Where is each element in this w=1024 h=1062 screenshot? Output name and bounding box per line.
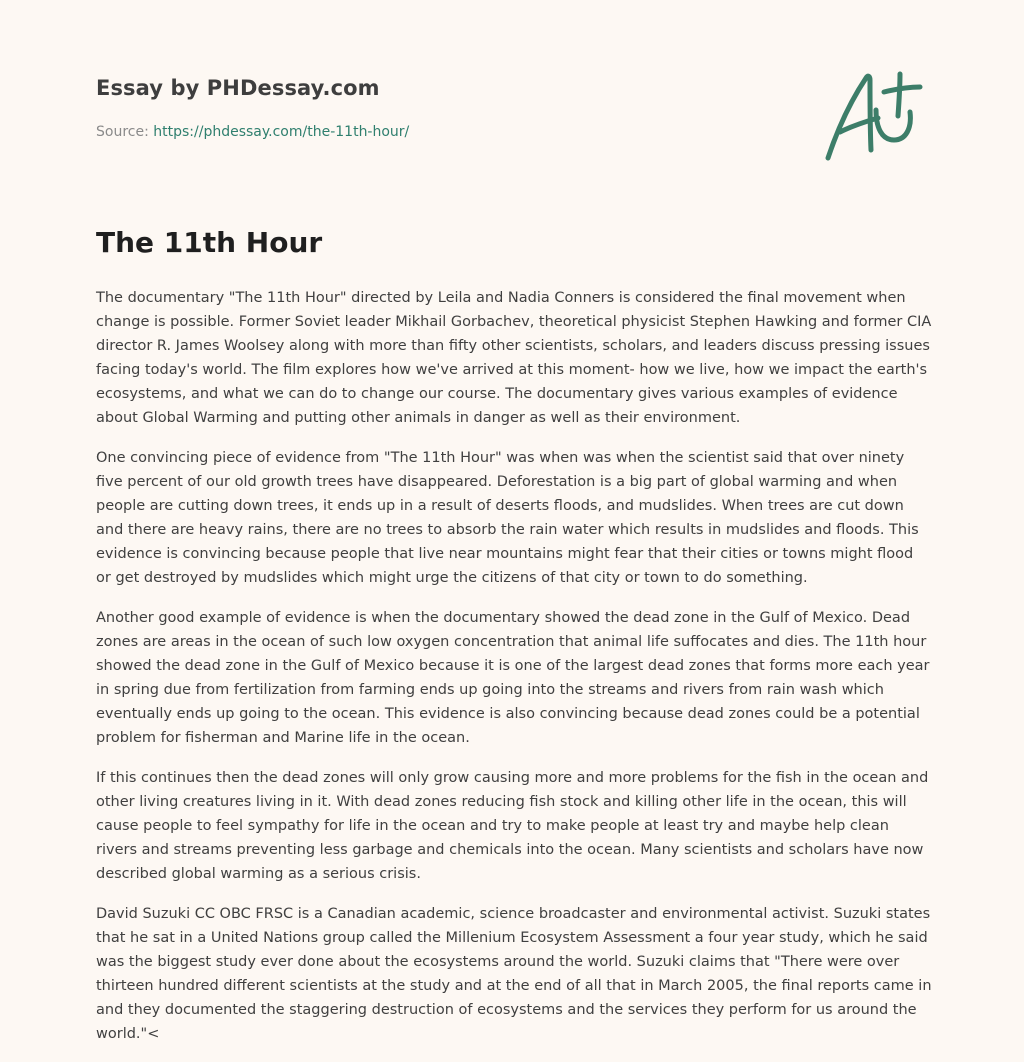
essay-body: [96, 286, 932, 1062]
essay-paragraph: If this continues then the dead zones will only grow causing more and more problems for the fish in the ocean and other living creatures living in it. With dead zones reducing fish stock and killing other life in the ocean, this will cause people to feel sympathy for life in the ocean and try to make people at least try and maybe help clean rivers and streams preventing less garbage and chemicals into the ocean. Many scientists and scholars have now described global warming as a serious crisis.: [96, 770, 929, 882]
source-label: Source:: [96, 124, 154, 140]
essay-page: [96, 0, 932, 1042]
essay-title: The 11th Hour: [96, 226, 323, 259]
a-plus-logo-icon: [824, 68, 924, 164]
page-header: [96, 0, 932, 200]
essay-paragraph: The documentary "The 11th Hour" directed by Leila and Nadia Conners is considered the final movement when change is possible. Former Soviet leader Mikhail Gorbachev, theoretical physicist Stephen Hawking and former CIA director R. James Woolsey along with more than fifty other scientists, scholars, and leaders discuss pressing issues facing today's world. The film explores how we've arrived at this moment- how we live, how we impact the earth's ecosystems, and what we can do to change our course. The documentary gives various examples of evidence about Global Warming and putting other animals in danger as well as their environment.: [96, 290, 932, 426]
essay-paragraph: One convincing piece of evidence from "The 11th Hour" was when was when the scientist said that over ninety five percent of our old growth trees have disappeared. Deforestation is a big part of global warming and when people are cutting down trees, it ends up in a result of deserts floods, and mudslides. When trees are cut down and there are heavy rains, there are no trees to absorb the rain water which results in mudslides and floods. This evidence is convincing because people that live near mountains might fear that their cities or towns might flood or get destroyed by mudslides which might urge the citizens of that city or town to do something.: [96, 450, 919, 586]
essay-paragraph: David Suzuki CC OBC FRSC is a Canadian academic, science broadcaster and environmental activist. Suzuki states that he sat in a United Nations group called the Millenium Ecosystem Assessment a four year study, which he said was the biggest study ever done about the ecosystems around the world. Suzuki claims that "There were over thirteen hundred different scientists at the study and at the end of all that in March 2005, the final reports came in and they documented the staggering destruction of ecosystems and the services they perform for us around the world."<: [96, 906, 932, 1042]
essay-paragraph: Another good example of evidence is when the documentary showed the dead zone in the Gulf of Mexico. Dead zones are areas in the ocean of such low oxygen concentration that animal life suffocates and dies. The 11th hour showed the dead zone in the Gulf of Mexico because it is one of the largest dead zones that forms more each year in spring due from fertilization from farming ends up going into the streams and rivers from rain wash which eventually ends up going to the ocean. This evidence is also convincing because dead zones could be a potential problem for fisherman and Marine life in the ocean.: [96, 610, 930, 746]
brand-title: Essay by PHDessay.com: [96, 76, 380, 100]
source-link[interactable]: https://phdessay.com/the-11th-hour/: [153, 124, 410, 140]
source-line: [96, 124, 409, 140]
